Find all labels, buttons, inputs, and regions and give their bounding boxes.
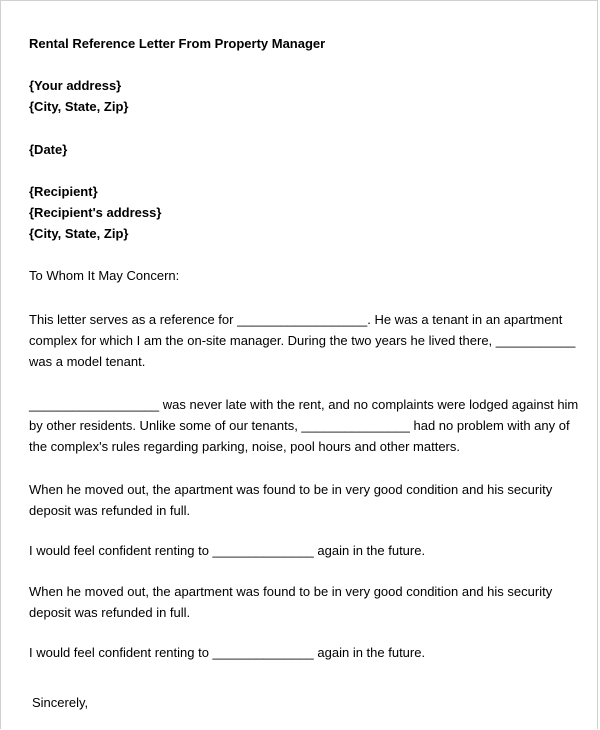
sender-address: {Your address} <box>29 78 122 93</box>
paragraph-reference: This letter serves as a reference for __________________. He was a tenant in an apartment complex for which I am the on-site manager. During the two years he lived there, ___________ was a model tenant. <box>29 312 576 369</box>
paragraph-rent: __________________ was never late with the rent, and no complaints were lodged against him by other residents. Unlike some of our tenants, _______________ had no problem with any of the complex's rules regarding parking, noise, pool hours and other matters. <box>29 397 579 454</box>
closing: Sincerely, <box>32 695 89 710</box>
paragraph-move-out-repeat: When he moved out, the apartment was found to be in very good condition and his security deposit was refunded in full. <box>29 584 553 620</box>
letter-date: {Date} <box>29 142 68 157</box>
sender-city-state-zip: {City, State, Zip} <box>29 99 129 114</box>
recipient-name: {Recipient} <box>29 184 98 199</box>
recipient-city-state-zip: {City, State, Zip} <box>29 226 129 241</box>
paragraph-confidence-repeat: I would feel confident renting to ______________ again in the future. <box>29 645 426 660</box>
salutation: To Whom It May Concern: <box>29 268 180 283</box>
letter-title: Rental Reference Letter From Property Manager <box>29 36 326 51</box>
paragraph-confidence: I would feel confident renting to ______________ again in the future. <box>29 543 426 558</box>
recipient-address: {Recipient's address} <box>29 205 162 220</box>
paragraph-move-out: When he moved out, the apartment was found to be in very good condition and his security deposit was refunded in full. <box>29 482 553 518</box>
